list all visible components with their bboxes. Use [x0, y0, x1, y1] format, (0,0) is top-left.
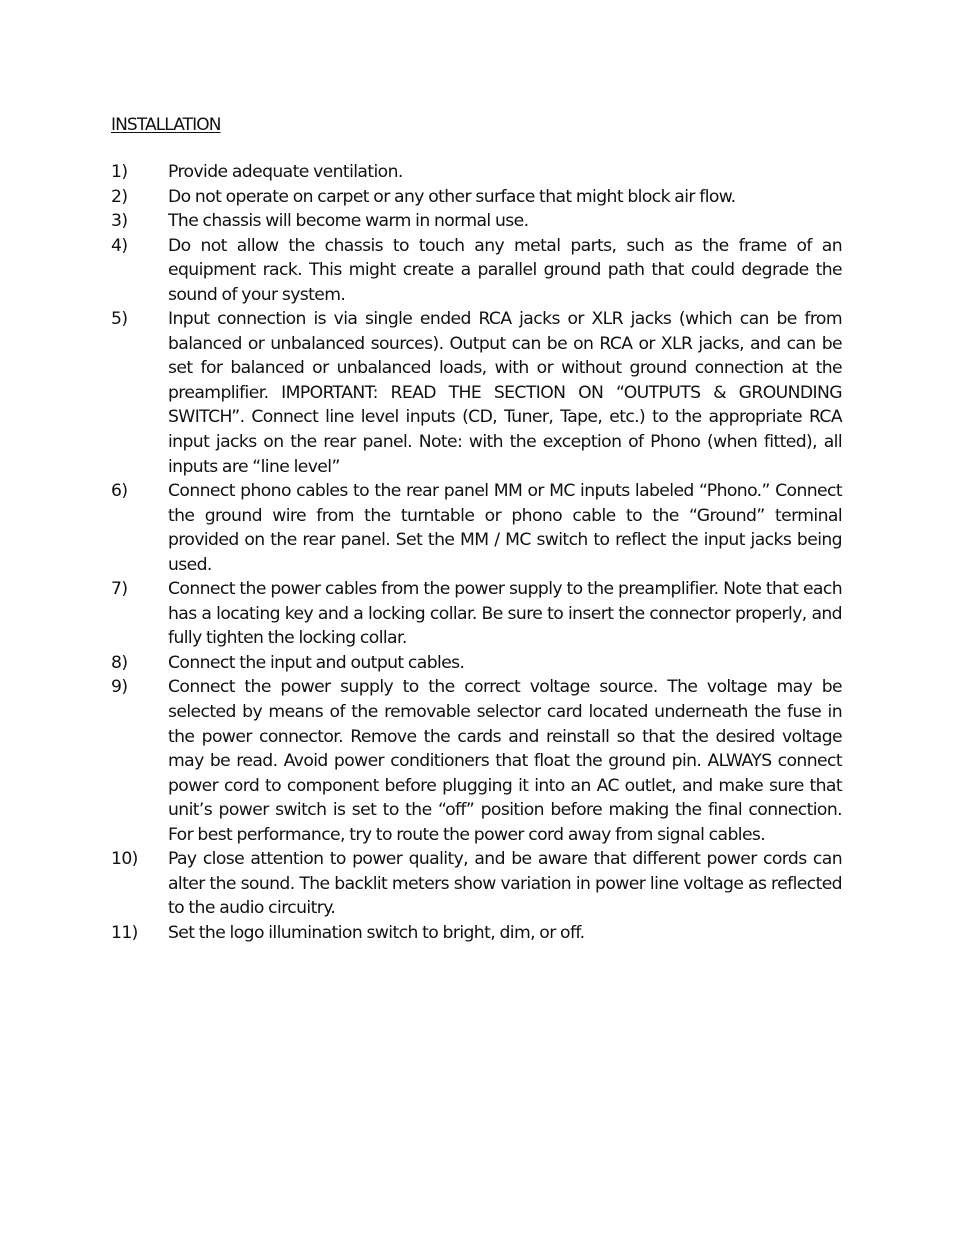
list-item [111, 675, 842, 847]
item-number: 4) [111, 235, 128, 256]
item-text: Pay close attention to power quality, and be aware that different power cords can alter the sound. The backlit meters show variation in power line voltage as reflected to the audio circuitry. [168, 849, 842, 919]
list-item [111, 160, 842, 185]
list-item [111, 479, 842, 577]
item-number: 2) [111, 186, 128, 207]
item-text: Provide adequate ventilation. [168, 162, 403, 182]
item-text: Do not allow the chassis to touch any metal parts, such as the frame of an equipment rack. This might create a parallel ground path that could degrade the sound of your system. [168, 235, 842, 305]
list-item [111, 209, 842, 234]
installation-list [111, 160, 842, 946]
list-item [111, 185, 842, 210]
item-text: Connect the input and output cables. [168, 652, 465, 673]
item-number: 6) [111, 481, 128, 502]
item-number: 11) [111, 922, 138, 943]
item-number: 9) [111, 677, 128, 698]
list-item [111, 847, 842, 921]
list-item [111, 921, 842, 946]
item-text: The chassis will become warm in normal use. [168, 211, 529, 232]
item-text: Input connection is via single ended RCA jacks or XLR jacks (which can be from balanced or unbalanced sources). Output can be on RCA or XLR jacks, and can be set for balanced or unbalanced loads, with or without ground connection at the preamplifier. IMPORTANT: READ THE SECTION ON “OUTPUTS & GROUNDING SWITCH”. Connect line level inputs (CD, Tuner, Tape, etc.) to the appropriate RCA input jacks on the rear panel. Note: with the exception of Phono (when fitted), all inputs are “line level” [168, 309, 842, 477]
item-text: Connect the power supply to the correct voltage source. The voltage may be selected by means of the removable selector card located underneath the fuse in the power connector. Remove the cards and reinstall so that the desired voltage may be read. Avoid power conditioners that float the ground pin. ALWAYS connect power cord to component before plugging it into an AC outlet, and make sure that unit’s power switch is set to the “off” position before making the final connection. For best performance, try to route the power cord away from signal cables. [168, 677, 842, 845]
item-number: 3) [111, 211, 128, 232]
list-item [111, 234, 842, 308]
item-number: 10) [111, 849, 138, 870]
item-number: 7) [111, 579, 128, 600]
item-text: Do not operate on carpet or any other surface that might block air flow. [168, 186, 736, 207]
list-item [111, 577, 842, 651]
item-text: Connect the power cables from the power supply to the preamplifier. Note that each has a locating key and a locking collar. Be sure to insert the connector properly, and fully tighten the locking collar. [168, 579, 842, 649]
item-text: Set the logo illumination switch to bright, dim, or off. [168, 922, 585, 943]
item-number: 8) [111, 652, 128, 673]
section-heading: INSTALLATION [111, 115, 221, 135]
item-text: Connect phono cables to the rear panel MM or MC inputs labeled “Phono.” Connect the ground wire from the turntable or phono cable to the “Ground” terminal provided on the rear panel. Set the MM / MC switch to reflect the input jacks being used. [168, 481, 842, 575]
item-number: 5) [111, 309, 128, 330]
list-item [111, 651, 842, 676]
item-number: 1) [111, 162, 128, 182]
list-item [111, 307, 842, 479]
